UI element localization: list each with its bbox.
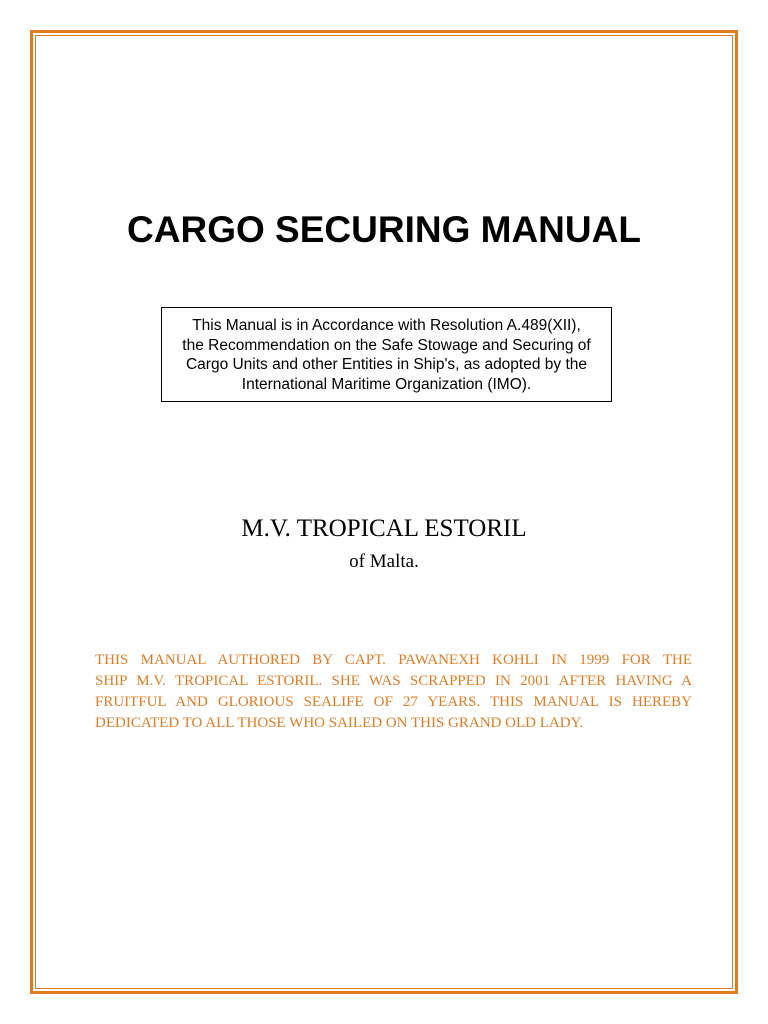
notice-line: the Recommendation on the Safe Stowage and Securing of: [182, 336, 591, 354]
ship-flag-state: of Malta.: [349, 551, 419, 572]
compliance-notice-box: [161, 307, 612, 402]
dedication-line: SHIP M.V. TROPICAL ESTORIL. SHE WAS SCRAPPED IN 2001 AFTER HAVING A: [95, 673, 692, 689]
dedication-line: DEDICATED TO ALL THOSE WHO SAILED ON THIS GRAND OLD LADY.: [95, 715, 584, 731]
document-title: CARGO SECURING MANUAL: [127, 209, 641, 250]
notice-line: This Manual is in Accordance with Resolution A.489(XII),: [192, 317, 581, 334]
page-border-inner: [35, 35, 733, 989]
notice-line: International Maritime Organization (IMO).: [241, 375, 532, 393]
dedication-paragraph: [95, 650, 692, 734]
ship-name: M.V. TROPICAL ESTORIL: [241, 515, 527, 542]
dedication-line: THIS MANUAL AUTHORED BY CAPT. PAWANEXH KOHLI IN 1999 FOR THE: [95, 652, 692, 668]
dedication-line: FRUITFUL AND GLORIOUS SEALIFE OF 27 YEARS. THIS MANUAL IS HEREBY: [95, 694, 692, 710]
notice-line: Cargo Units and other Entities in Ship's, as adopted by the: [185, 356, 588, 373]
